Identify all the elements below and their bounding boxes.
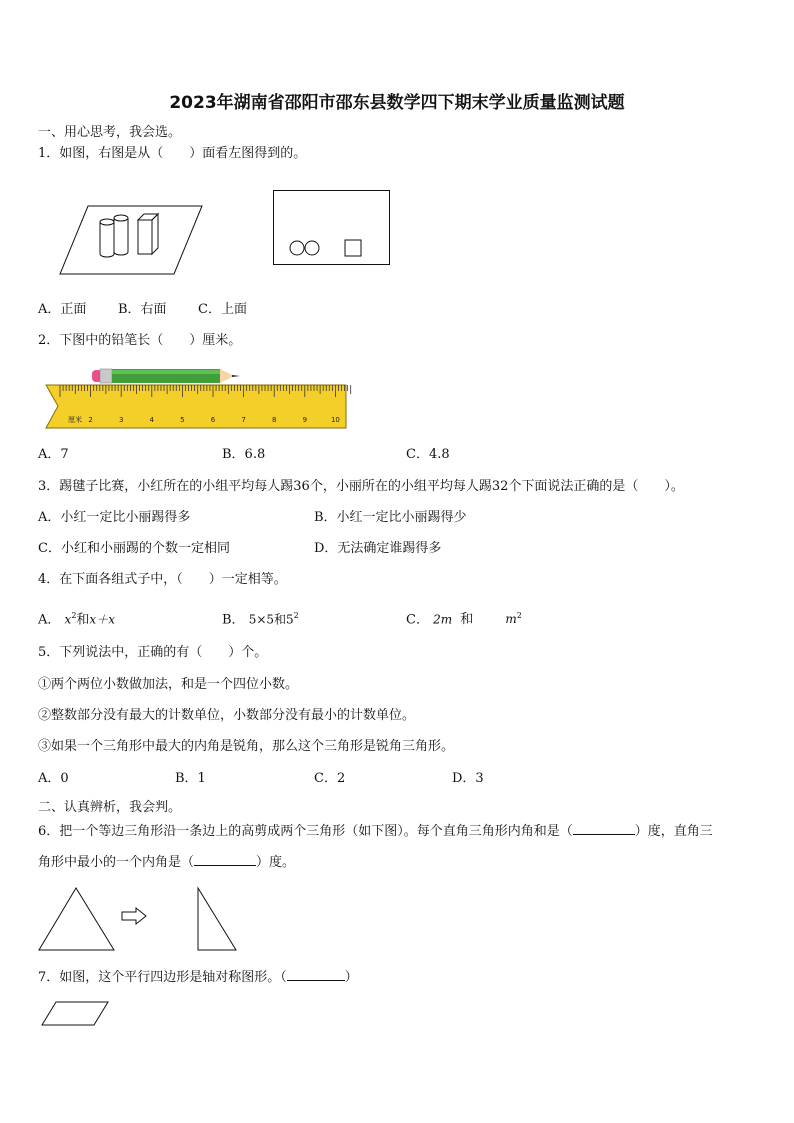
q5-option-d[interactable]: D．3 — [452, 771, 484, 786]
q1-option-b[interactable]: B．右面 — [118, 302, 167, 317]
q5-option-b[interactable]: B．1 — [175, 771, 206, 786]
parallelogram-diagram — [40, 1000, 112, 1028]
q5-statement-1: ①两个两位小数做加法，和是一个四位小数。 — [38, 677, 299, 692]
q4-a-expr1: x — [64, 612, 72, 627]
question-3-stem: 3．踢毽子比赛，小红所在的小组平均每人踢36个，小丽所在的小组平均每人踢32个下面说法正确的是（ ）。 — [38, 479, 684, 494]
q6-blank-2[interactable] — [194, 853, 256, 866]
q2-option-c[interactable]: C．4.8 — [406, 447, 450, 462]
q4-c-expr1: 2m — [433, 612, 453, 627]
q3-option-a[interactable]: A．小红一定比小丽踢得多 — [38, 510, 191, 525]
question-1-stem: 1．如图，右图是从（ ）面看左图得到的。 — [38, 146, 307, 161]
q4-a-expr2: x＋x — [89, 612, 115, 627]
q7-blank[interactable] — [287, 968, 345, 981]
question-4-stem: 4．在下面各组式子中，（ ）一定相等。 — [38, 572, 287, 587]
q3-option-b[interactable]: B．小红一定比小丽踢得少 — [314, 510, 467, 525]
q5-option-a[interactable]: A．0 — [38, 771, 69, 786]
ruler-tick-label: 6 — [210, 416, 216, 424]
q4-option-c[interactable]: C． 2m 和 $m^2$ — [406, 611, 522, 628]
section-heading-2: 二、认真辨析，我会判。 — [38, 800, 182, 815]
q4-c-expr2: m — [505, 612, 517, 627]
pencil-ruler-diagram — [46, 364, 348, 430]
question-7-stem: 7．如图，这个平行四边形是轴对称图形。（ ） — [38, 970, 358, 985]
ruler-unit-label: 厘米 — [68, 416, 82, 424]
question-6-line-2: 角形中最小的一个内角是（ ）度。 — [38, 855, 296, 870]
q2-option-a[interactable]: A．7 — [38, 447, 69, 462]
ruler-tick-label: 3 — [118, 416, 124, 424]
question-5-stem: 5．下列说法中，正确的有（ ）个。 — [38, 645, 268, 660]
question-2-stem: 2．下图中的铅笔长（ ）厘米。 — [38, 333, 242, 348]
q4-b-expr: 5×5和5 — [248, 612, 294, 627]
q5-option-c[interactable]: C．2 — [314, 771, 346, 786]
page-title: 2023年湖南省邵阳市邵东县数学四下期末学业质量监测试题 — [169, 93, 625, 113]
ruler-tick-label: 5 — [180, 416, 185, 424]
solid-figures-diagram — [56, 202, 206, 278]
ruler-tick-label: 4 — [149, 416, 155, 424]
ruler-tick-label: 10 — [330, 416, 340, 424]
ruler-tick-label: 7 — [241, 416, 246, 424]
q3-option-c[interactable]: C．小红和小丽踢的个数一定相同 — [38, 541, 230, 556]
q3-option-d[interactable]: D．无法确定谁踢得多 — [314, 541, 442, 556]
ruler-tick-label: 2 — [88, 416, 93, 424]
q4-option-b[interactable]: B． 5×5和$5^2$ — [222, 611, 299, 628]
ruler-tick-label: 9 — [302, 416, 308, 424]
q1-option-c[interactable]: C．上面 — [198, 302, 247, 317]
ruler-tick-label: 8 — [271, 416, 277, 424]
q6-blank-1[interactable] — [573, 822, 635, 835]
top-view-diagram — [273, 190, 391, 266]
q4-option-a[interactable]: A． $x^2$和x＋x — [38, 611, 115, 628]
section-heading-1: 一、用心思考，我会选。 — [38, 125, 182, 140]
q1-option-a[interactable]: A．正面 — [38, 302, 87, 317]
q2-option-b[interactable]: B．6.8 — [222, 447, 266, 462]
q5-statement-3: ③如果一个三角形中最大的内角是锐角，那么这个三角形是锐角三角形。 — [38, 739, 455, 754]
q5-statement-2: ②整数部分没有最大的计数单位，小数部分没有最小的计数单位。 — [38, 708, 416, 723]
question-6-line-1: 6．把一个等边三角形沿一条边上的高剪成两个三角形（如下图）。每个直角三角形内角和是（ ）度，直角三 — [38, 824, 713, 839]
triangle-cut-diagram — [38, 886, 242, 952]
